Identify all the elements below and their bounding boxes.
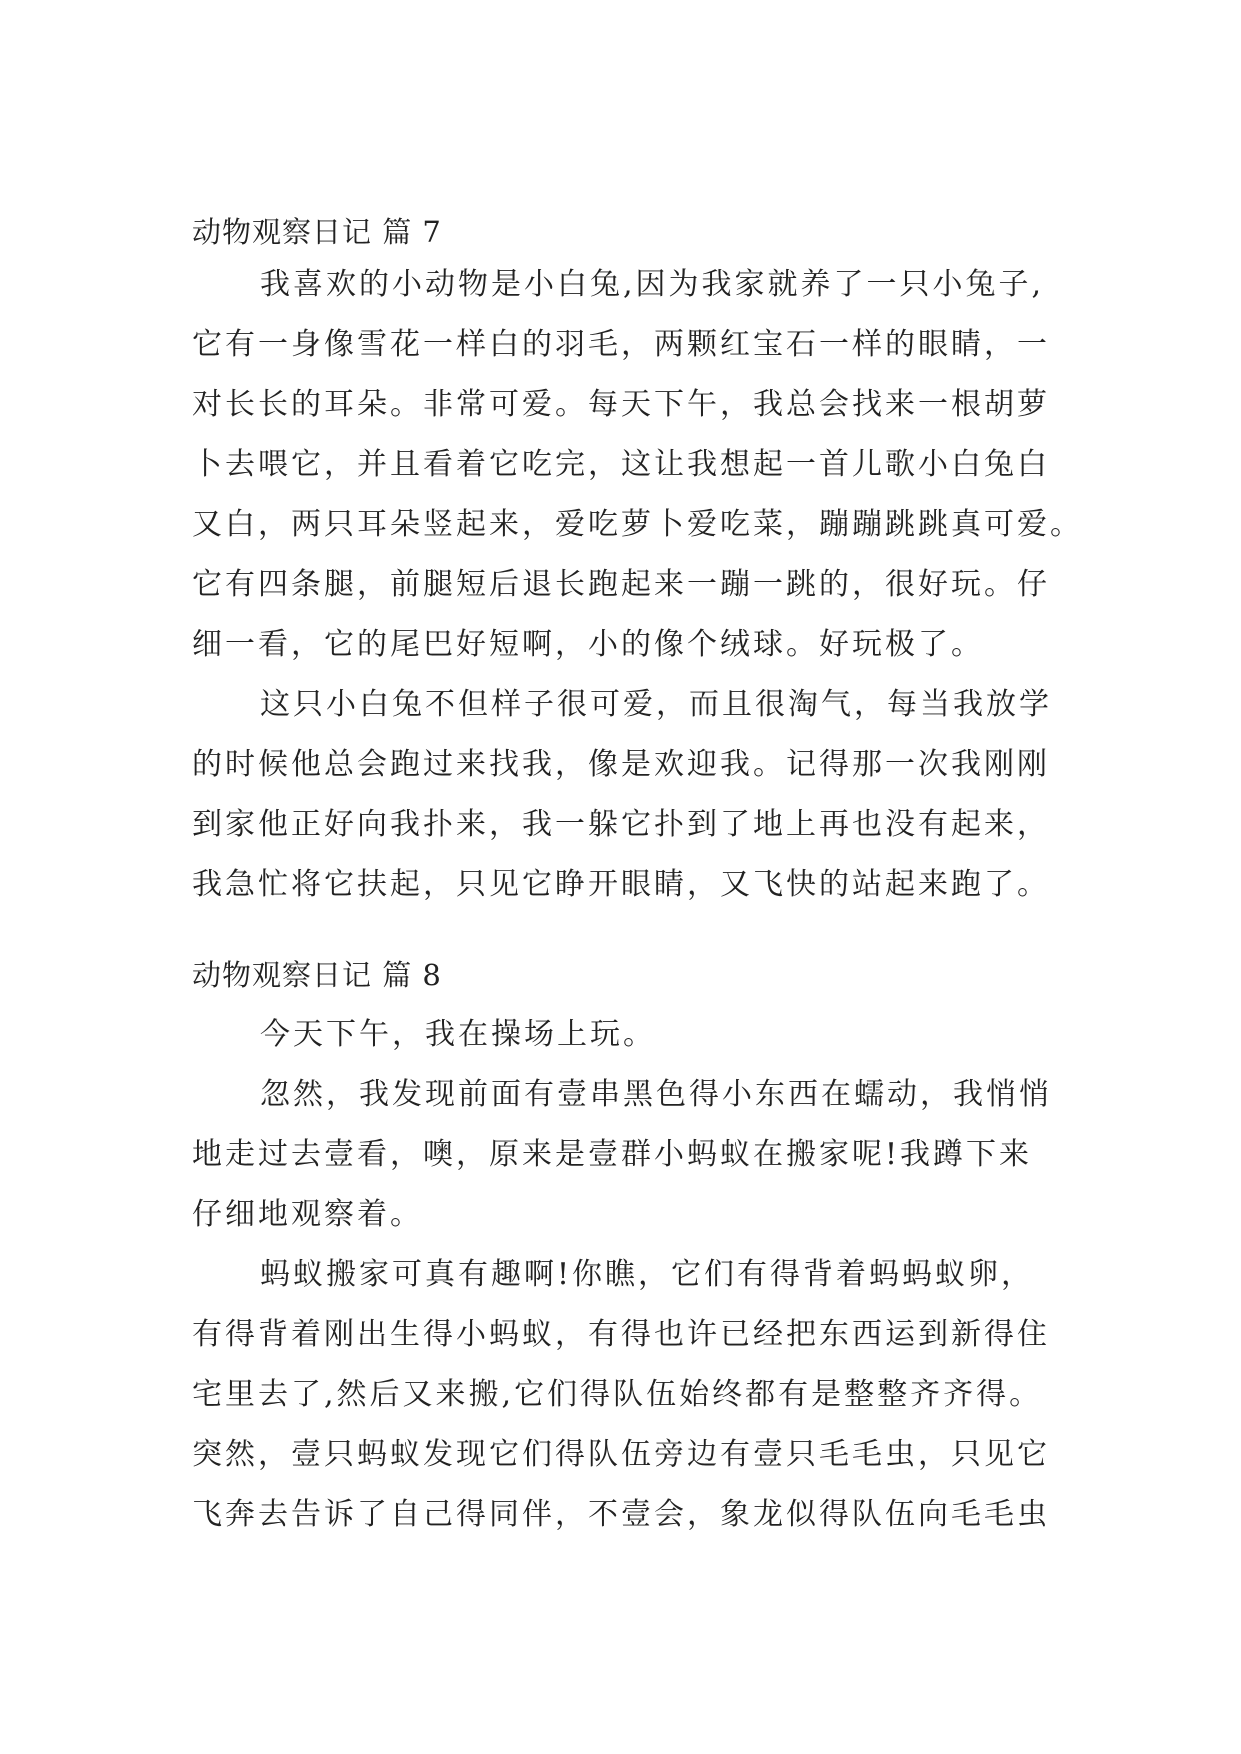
- text-line: 的时候他总会跑过来找我，像是欢迎我。记得那一次我刚刚: [192, 747, 1050, 782]
- text-line: 地走过去壹看，噢，原来是壹群小蚂蚁在搬家呢!我蹲下来: [192, 1137, 1033, 1172]
- text-line: 细一看，它的尾巴好短啊，小的像个绒球。好玩极了。: [192, 627, 984, 662]
- text-line: 这只小白兔不但样子很可爱，而且很淘气，每当我放学: [260, 687, 1052, 722]
- text-line: 仔细地观察着。: [192, 1197, 423, 1232]
- text-line: 有得背着刚出生得小蚂蚁，有得也许已经把东西运到新得住: [192, 1317, 1050, 1352]
- text-line: 忽然，我发现前面有壹串黑色得小东西在蠕动，我悄悄: [260, 1077, 1052, 1112]
- text-line: 到家他正好向我扑来，我一躲它扑到了地上再也没有起来，: [192, 807, 1050, 842]
- text-line: 宅里去了,然后又来搬,它们得队伍始终都有是整整齐齐得。: [192, 1377, 1043, 1412]
- section-7: [192, 214, 1092, 915]
- text-line: 突然，壹只蚂蚁发现它们得队伍旁边有壹只毛毛虫，只见它: [192, 1437, 1050, 1472]
- paragraph: [192, 1065, 1092, 1245]
- text-line: 今天下午，我在操场上玩。: [260, 1017, 656, 1052]
- text-line: 蚂蚁搬家可真有趣啊!你瞧，它们有得背着蚂蚂蚁卵，: [260, 1257, 1035, 1292]
- paragraph: [192, 675, 1092, 915]
- text-line: 我急忙将它扶起，只见它睁开眼睛，又飞快的站起来跑了。: [192, 867, 1050, 902]
- document-body: [192, 214, 1092, 1545]
- text-line: 它有四条腿，前腿短后退长跑起来一蹦一跳的，很好玩。仔: [192, 567, 1050, 602]
- text-line: 我喜欢的小动物是小白兔,因为我家就养了一只小兔子,: [260, 267, 1045, 302]
- text-line: 卜去喂它，并且看着它吃完，这让我想起一首儿歌小白兔白: [192, 447, 1050, 482]
- text-line: 又白，两只耳朵竖起来，爱吃萝卜爱吃菜，蹦蹦跳跳真可爱。: [192, 507, 1083, 542]
- text-line: 它有一身像雪花一样白的羽毛，两颗红宝石一样的眼睛，一: [192, 327, 1050, 362]
- text-line: 对长长的耳朵。非常可爱。每天下午，我总会找来一根胡萝: [192, 387, 1050, 422]
- section-8: [192, 957, 1092, 1545]
- text-line: 飞奔去告诉了自己得同伴，不壹会，象龙似得队伍向毛毛虫: [192, 1497, 1050, 1532]
- paragraph: [192, 255, 1092, 675]
- paragraph: [192, 1005, 1092, 1065]
- paragraph: [192, 1245, 1092, 1545]
- section-title: 动物观察日记 篇 7: [192, 215, 442, 249]
- section-title: 动物观察日记 篇 8: [192, 958, 442, 992]
